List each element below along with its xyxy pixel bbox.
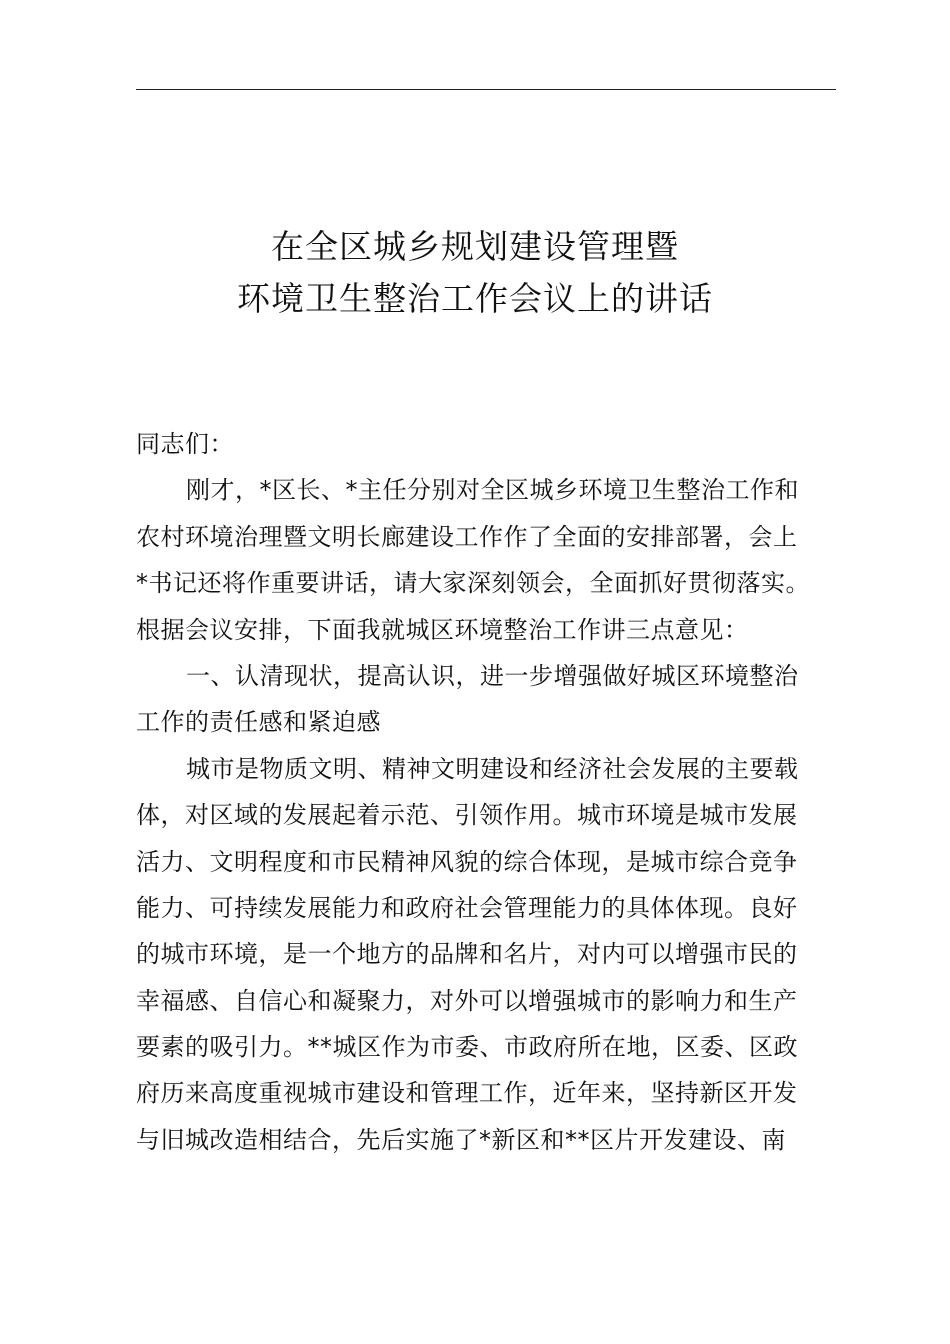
paragraph-line: 城市是物质文明、精神文明建设和经济社会发展的主要载 [186,754,799,783]
paragraph-line: 幸福感、自信心和凝聚力，对外可以增强城市的影响力和生产 [136,986,798,1015]
section-heading-line: 一、认清现状，提高认识，进一步增强做好城区环境整治 [186,661,799,690]
paragraph-line: 活力、文明程度和市民精神风貌的综合体现，是城市综合竞争 [136,847,798,876]
paragraph-line: 要素的吸引力。**城区作为市委、市政府所在地，区委、区政 [136,1033,798,1062]
paragraph-line: 能力、可持续发展能力和政府社会管理能力的具体体现。良好 [136,893,798,922]
speech-body [136,421,856,1163]
paragraph-line: 的城市环境，是一个地方的品牌和名片，对内可以增强市民的 [136,940,798,969]
paragraph-line: *书记还将作重要讲话，请大家深刻领会，全面抓好贯彻落实。 [136,569,810,598]
paragraph-line: 农村环境治理暨文明长廊建设工作作了全面的安排部署，会上 [136,522,798,551]
paragraph-line: 根据会议安排，下面我就城区环境整治工作讲三点意见： [136,615,749,644]
title-line-2: 环境卫生整治工作会议上的讲话 [237,279,713,318]
header-rule [136,89,836,90]
section-heading-line: 工作的责任感和紧迫感 [136,708,381,737]
paragraph-line: 与旧城改造相结合，先后实施了*新区和**区片开发建设、南 [136,1125,786,1154]
salutation: 同志们： [136,430,234,458]
title-line-1: 在全区城乡规划建设管理暨 [271,227,679,266]
paragraph-line: 刚才，*区长、*主任分别对全区城乡环境卫生整治工作和 [186,476,799,505]
paragraph-line: 体，对区域的发展起着示范、引领作用。城市环境是城市发展 [136,801,798,830]
paragraph-line: 府历来高度重视城市建设和管理工作，近年来，坚持新区开发 [136,1079,798,1108]
